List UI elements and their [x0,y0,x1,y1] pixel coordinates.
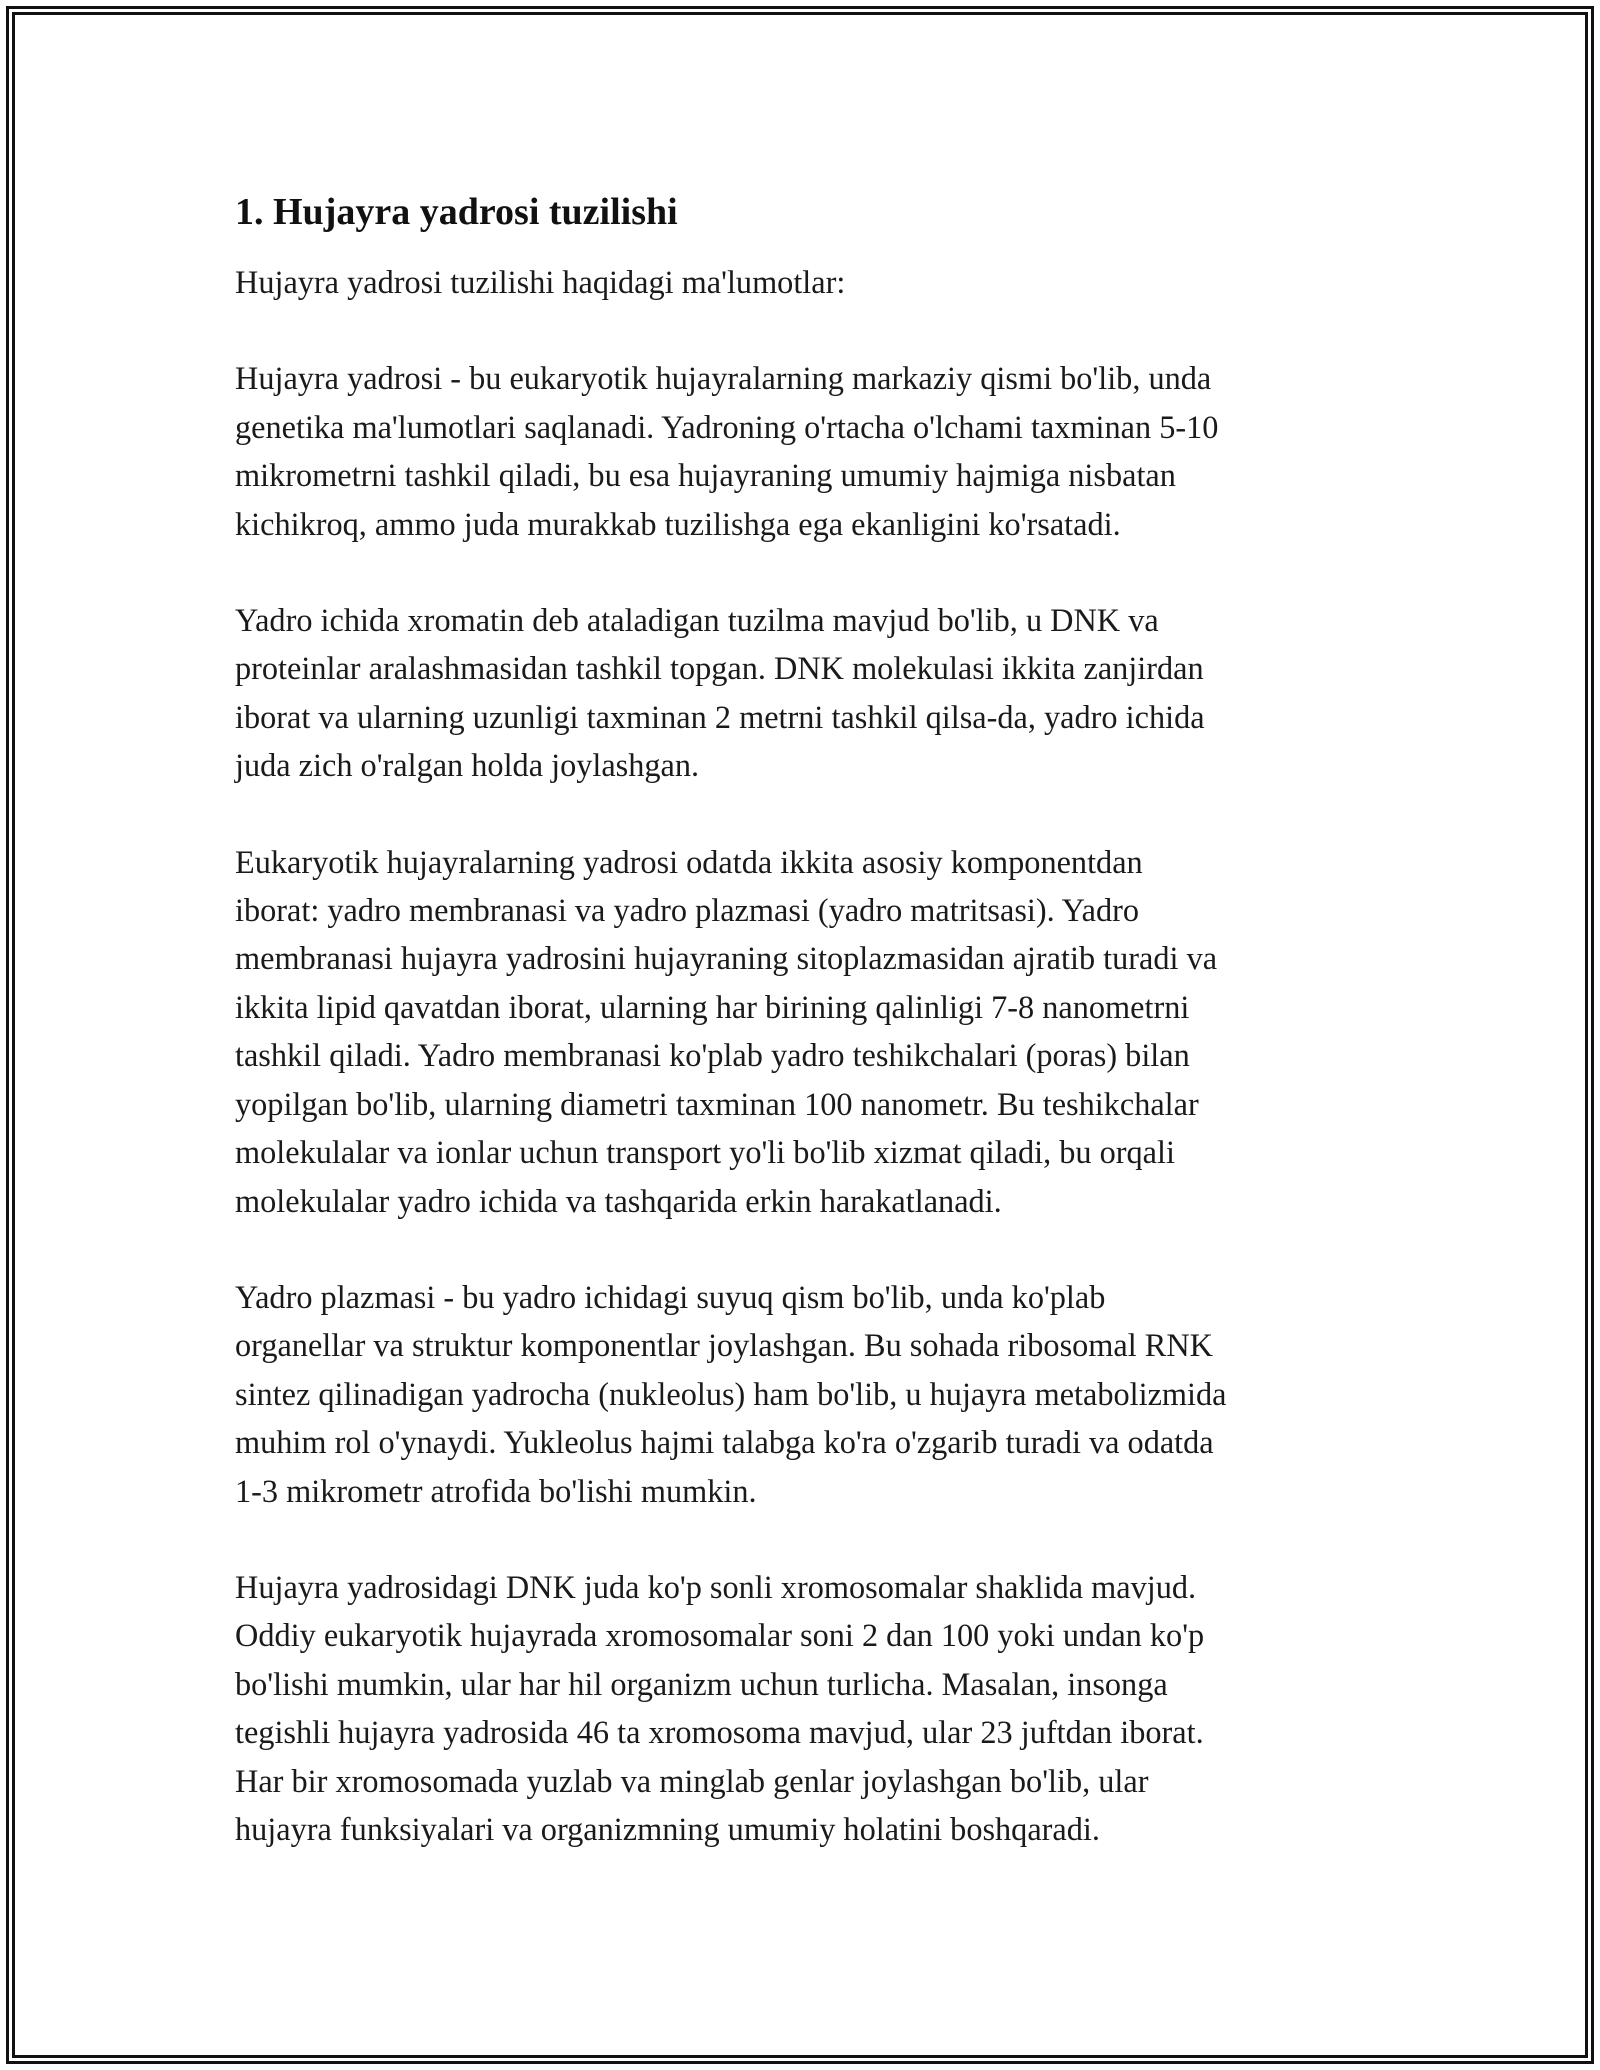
paragraph-4 [235,1273,1375,1515]
paragraph-line: genetika ma'lumotlari saqlanadi. Yadroning o'rtacha o'lchami taxminan 5-10 [235,408,1219,445]
paragraph-line: juda zich o'ralgan holda joylashgan. [235,747,700,784]
paragraph-line: iborat: yadro membranasi va yadro plazmasi (yadro matritsasi). Yadro [235,892,1140,929]
paragraph-1 [235,354,1375,548]
document-body [235,188,1375,1901]
paragraph-line: ikkita lipid qavatdan iborat, ularning har birining qalinligi 7-8 nanometrni [235,988,1190,1025]
paragraph-line: hujayra funksiyalari va organizmning umumiy holatini boshqaradi. [235,1810,1100,1847]
paragraph-line: iborat va ularning uzunligi taxminan 2 metrni tashkil qilsa-da, yadro ichida [235,698,1205,735]
paragraph-2 [235,596,1375,790]
paragraph-line: Yadro plazmasi - bu yadro ichidagi suyuq qism bo'lib, unda ko'plab [235,1278,1106,1315]
section-heading: 1. Hujayra yadrosi tuzilishi [235,191,678,233]
paragraph-line: Har bir xromosomada yuzlab va minglab genlar joylashgan bo'lib, ular [235,1762,1149,1799]
paragraph-line: Oddiy eukaryotik hujayrada xromosomalar soni 2 dan 100 yoki undan ko'p [235,1617,1205,1654]
paragraph-line: Yadro ichida xromatin deb ataladigan tuzilma mavjud bo'lib, u DNK va [235,602,1159,639]
paragraph-line: bo'lishi mumkin, ular har hil organizm uchun turlicha. Masalan, insonga [235,1665,1168,1702]
paragraph-line: proteinlar aralashmasidan tashkil topgan. DNK molekulasi ikkita zanjirdan [235,650,1204,687]
paragraph-line: tashkil qiladi. Yadro membranasi ko'plab yadro teshikchalari (poras) bilan [235,1037,1190,1074]
paragraph-line: tegishli hujayra yadrosida 46 ta xromosoma mavjud, ular 23 juftdan iborat. [235,1714,1204,1751]
paragraph-line: yopilgan bo'lib, ularning diametri taxminan 100 nanometr. Bu teshikchalar [235,1085,1199,1122]
paragraph-line: molekulalar va ionlar uchun transport yo'li bo'lib xizmat qiladi, bu orqali [235,1134,1175,1171]
paragraph-3 [235,838,1375,1225]
paragraph-line: sintez qilinadigan yadrocha (nukleolus) ham bo'lib, u hujayra metabolizmida [235,1375,1227,1412]
paragraph-line: Hujayra yadrosi - bu eukaryotik hujayralarning markaziy qismi bo'lib, unda [235,360,1212,397]
intro-text: Hujayra yadrosi tuzilishi haqidagi ma'lumotlar: [235,264,846,300]
paragraph-line: organellar va struktur komponentlar joylashgan. Bu sohada ribosomal RNK [235,1327,1213,1364]
paragraph-line: muhim rol o'ynaydi. Yukleolus hajmi talabga ko'ra o'zgarib turadi va odatda [235,1424,1214,1461]
paragraph-line: membranasi hujayra yadrosini hujayraning sitoplazmasidan ajratib turadi va [235,940,1218,977]
paragraph-line: molekulalar yadro ichida va tashqarida erkin harakatlanadi. [235,1182,1002,1219]
paragraph-line: Eukaryotik hujayralarning yadrosi odatda ikkita asosiy komponentdan [235,843,1143,880]
paragraph-line: kichikroq, ammo juda murakkab tuzilishga ega ekanligini ko'rsatadi. [235,505,1121,542]
paragraph-list [235,354,1375,1853]
paragraph-5 [235,1563,1375,1853]
paragraph-line: Hujayra yadrosidagi DNK juda ko'p sonli xromosomalar shaklida mavjud. [235,1568,1197,1605]
paragraph-line: 1-3 mikrometr atrofida bo'lishi mumkin. [235,1472,757,1509]
paragraph-line: mikrometrni tashkil qiladi, bu esa hujayraning umumiy hajmiga nisbatan [235,457,1176,494]
